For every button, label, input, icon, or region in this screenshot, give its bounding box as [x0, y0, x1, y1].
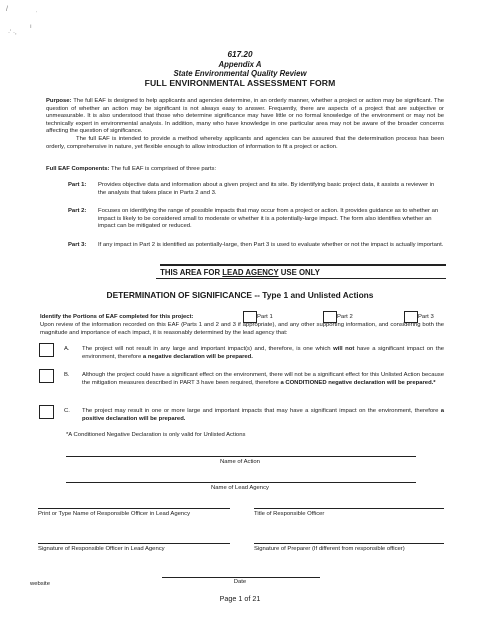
part2-option-label: Part 2	[337, 314, 353, 320]
part1-option-label: Part 1	[257, 314, 273, 320]
date-label: Date	[233, 579, 247, 585]
purpose-label: Purpose:	[46, 98, 72, 104]
review-text: Upon review of the information recorded on this EAF (Parts 1 and 2 and 3 if appropriate), and any other supporting information, and considering both the magnitude and importance of each impact, it is reasonably determined by the lead agency that:	[40, 322, 444, 336]
option-b-text-1: Although the project could have a significant effect on the environment, there will not be a significant effect for this Unlisted Action because the mitigation measures described in PART 3 have been required, therefore	[82, 372, 444, 386]
form-title: FULL ENVIRONMENTAL ASSESSMENT FORM	[144, 78, 336, 88]
review-label: State Environmental Quality Review	[173, 69, 307, 78]
banner-rule	[160, 264, 446, 266]
website-label: website	[30, 581, 50, 587]
appendix-label: Appendix A	[218, 60, 262, 69]
title-officer-line[interactable]	[254, 508, 444, 509]
lead-agency-label: Name of Lead Agency	[211, 485, 269, 491]
part2-label: Part 2:	[68, 208, 87, 214]
part1-label: Part 1:	[68, 182, 87, 188]
signature-preparer-line[interactable]	[254, 543, 444, 544]
title-officer-label: Title of Responsible Officer	[254, 511, 325, 517]
purpose-text: The full EAF is designed to help applicants and agencies determine, in an orderly manner, whether a project or action may be significant. The question of whether an action may be significant is not always easy to answer. Frequently, there are aspects of a project that are subjective or unmeasurable. It is also understood that those who determine significance may have little or no formal knowledge of the environment or may not be technically expert in environmental analysis. In addition, many who have knowledge in one particular area may not be aware of the broader concerns affecting the question of significance.	[46, 98, 445, 134]
part3-text: If any impact in Part 2 is identified as potentially-large, then Part 3 is used to evaluate whether or not the impact is actually important.	[98, 242, 444, 248]
footnote: *A Conditioned Negative Declaration is only valid for Unlisted Actions	[66, 432, 246, 438]
option-a-text	[82, 346, 444, 361]
purpose-paragraph-2: The full EAF is intended to provide a method whereby applicants and agencies can be assured that the determination process has been orderly, comprehensive in nature, yet flexible enough to allow introduction of information to fit a project or action.	[46, 136, 444, 150]
components-label: Full EAF Components:	[46, 166, 110, 172]
option-b-text	[82, 372, 444, 387]
option-a-text-2: have a significant impact on the environment, therefore	[82, 346, 444, 360]
purpose-paragraph	[46, 98, 444, 136]
option-a-checkbox[interactable]	[39, 343, 54, 357]
banner-suffix: USE ONLY	[278, 268, 320, 277]
banner-rule-bottom	[156, 278, 446, 279]
section-number: 617.20	[227, 50, 253, 59]
part2-text: Focuses on identifying the range of possible impacts that may occur from a project or action. It provides guidance as to whether an impact is likely to be considered small to moderate or whether it is a potentially-large impact. The form also identifies whether an impact can be mitigated or reduced.	[98, 208, 439, 229]
option-b-letter: B.	[64, 372, 70, 378]
lead-agency-banner	[0, 268, 480, 277]
option-c-bold-1: a positive declaration will be prepared.	[82, 408, 444, 422]
signature-officer-label: Signature of Responsible Officer in Lead Agency	[38, 546, 165, 552]
determination-title: DETERMINATION OF SIGNIFICANCE -- Type 1 and Unlisted Actions	[106, 290, 374, 300]
option-a-bold-1: will not	[333, 346, 355, 352]
scan-mark: ˙	[36, 12, 38, 18]
print-name-line[interactable]	[38, 508, 230, 509]
components-intro	[46, 166, 444, 174]
option-a-letter: A.	[64, 346, 70, 352]
name-of-action-label: Name of Action	[220, 459, 260, 465]
print-name-label: Print or Type Name of Responsible Officer in Lead Agency	[38, 511, 191, 517]
scan-mark: /	[6, 6, 8, 13]
components-text: The full EAF is comprised of three parts:	[111, 166, 217, 172]
banner-agency: LEAD AGENCY	[222, 268, 279, 277]
scan-mark: ı	[30, 24, 32, 30]
option-b-checkbox[interactable]	[39, 369, 54, 383]
date-line[interactable]	[162, 577, 320, 578]
option-c-text	[82, 408, 444, 423]
part1-text: Provides objective data and information about a given project and its site. By identifying basic project data, it assists a reviewer in the analysis that takes place in Parts 2 and 3.	[98, 182, 435, 196]
option-c-checkbox[interactable]	[39, 405, 54, 419]
banner-prefix: THIS AREA FOR	[160, 268, 223, 277]
option-a-text-1: The project will not result in any large and important impact(s) and, therefore, is one which	[82, 346, 334, 352]
scan-mark: ·ʼ ·,	[8, 30, 17, 36]
part3-label: Part 3:	[68, 242, 87, 248]
option-a-bold-2: a negative declaration will be prepared.	[142, 353, 253, 360]
signature-officer-line[interactable]	[38, 543, 230, 544]
page-number: Page 1 of 21	[219, 594, 261, 603]
option-c-text-1: The project may result in one or more large and important impacts that may have a significant impact on the environment, therefore	[82, 408, 441, 414]
signature-preparer-label: Signature of Preparer (If different from responsible officer)	[254, 546, 405, 552]
name-of-action-line[interactable]	[66, 456, 416, 457]
option-b-bold-1: a CONDITIONED negative declaration will be prepared.*	[280, 379, 436, 386]
part3-option-label: Part 3	[418, 314, 434, 320]
lead-agency-line[interactable]	[66, 482, 416, 483]
identify-label: Identify the Portions of EAF completed for this project:	[40, 314, 194, 320]
option-c-letter: C.	[64, 408, 70, 414]
